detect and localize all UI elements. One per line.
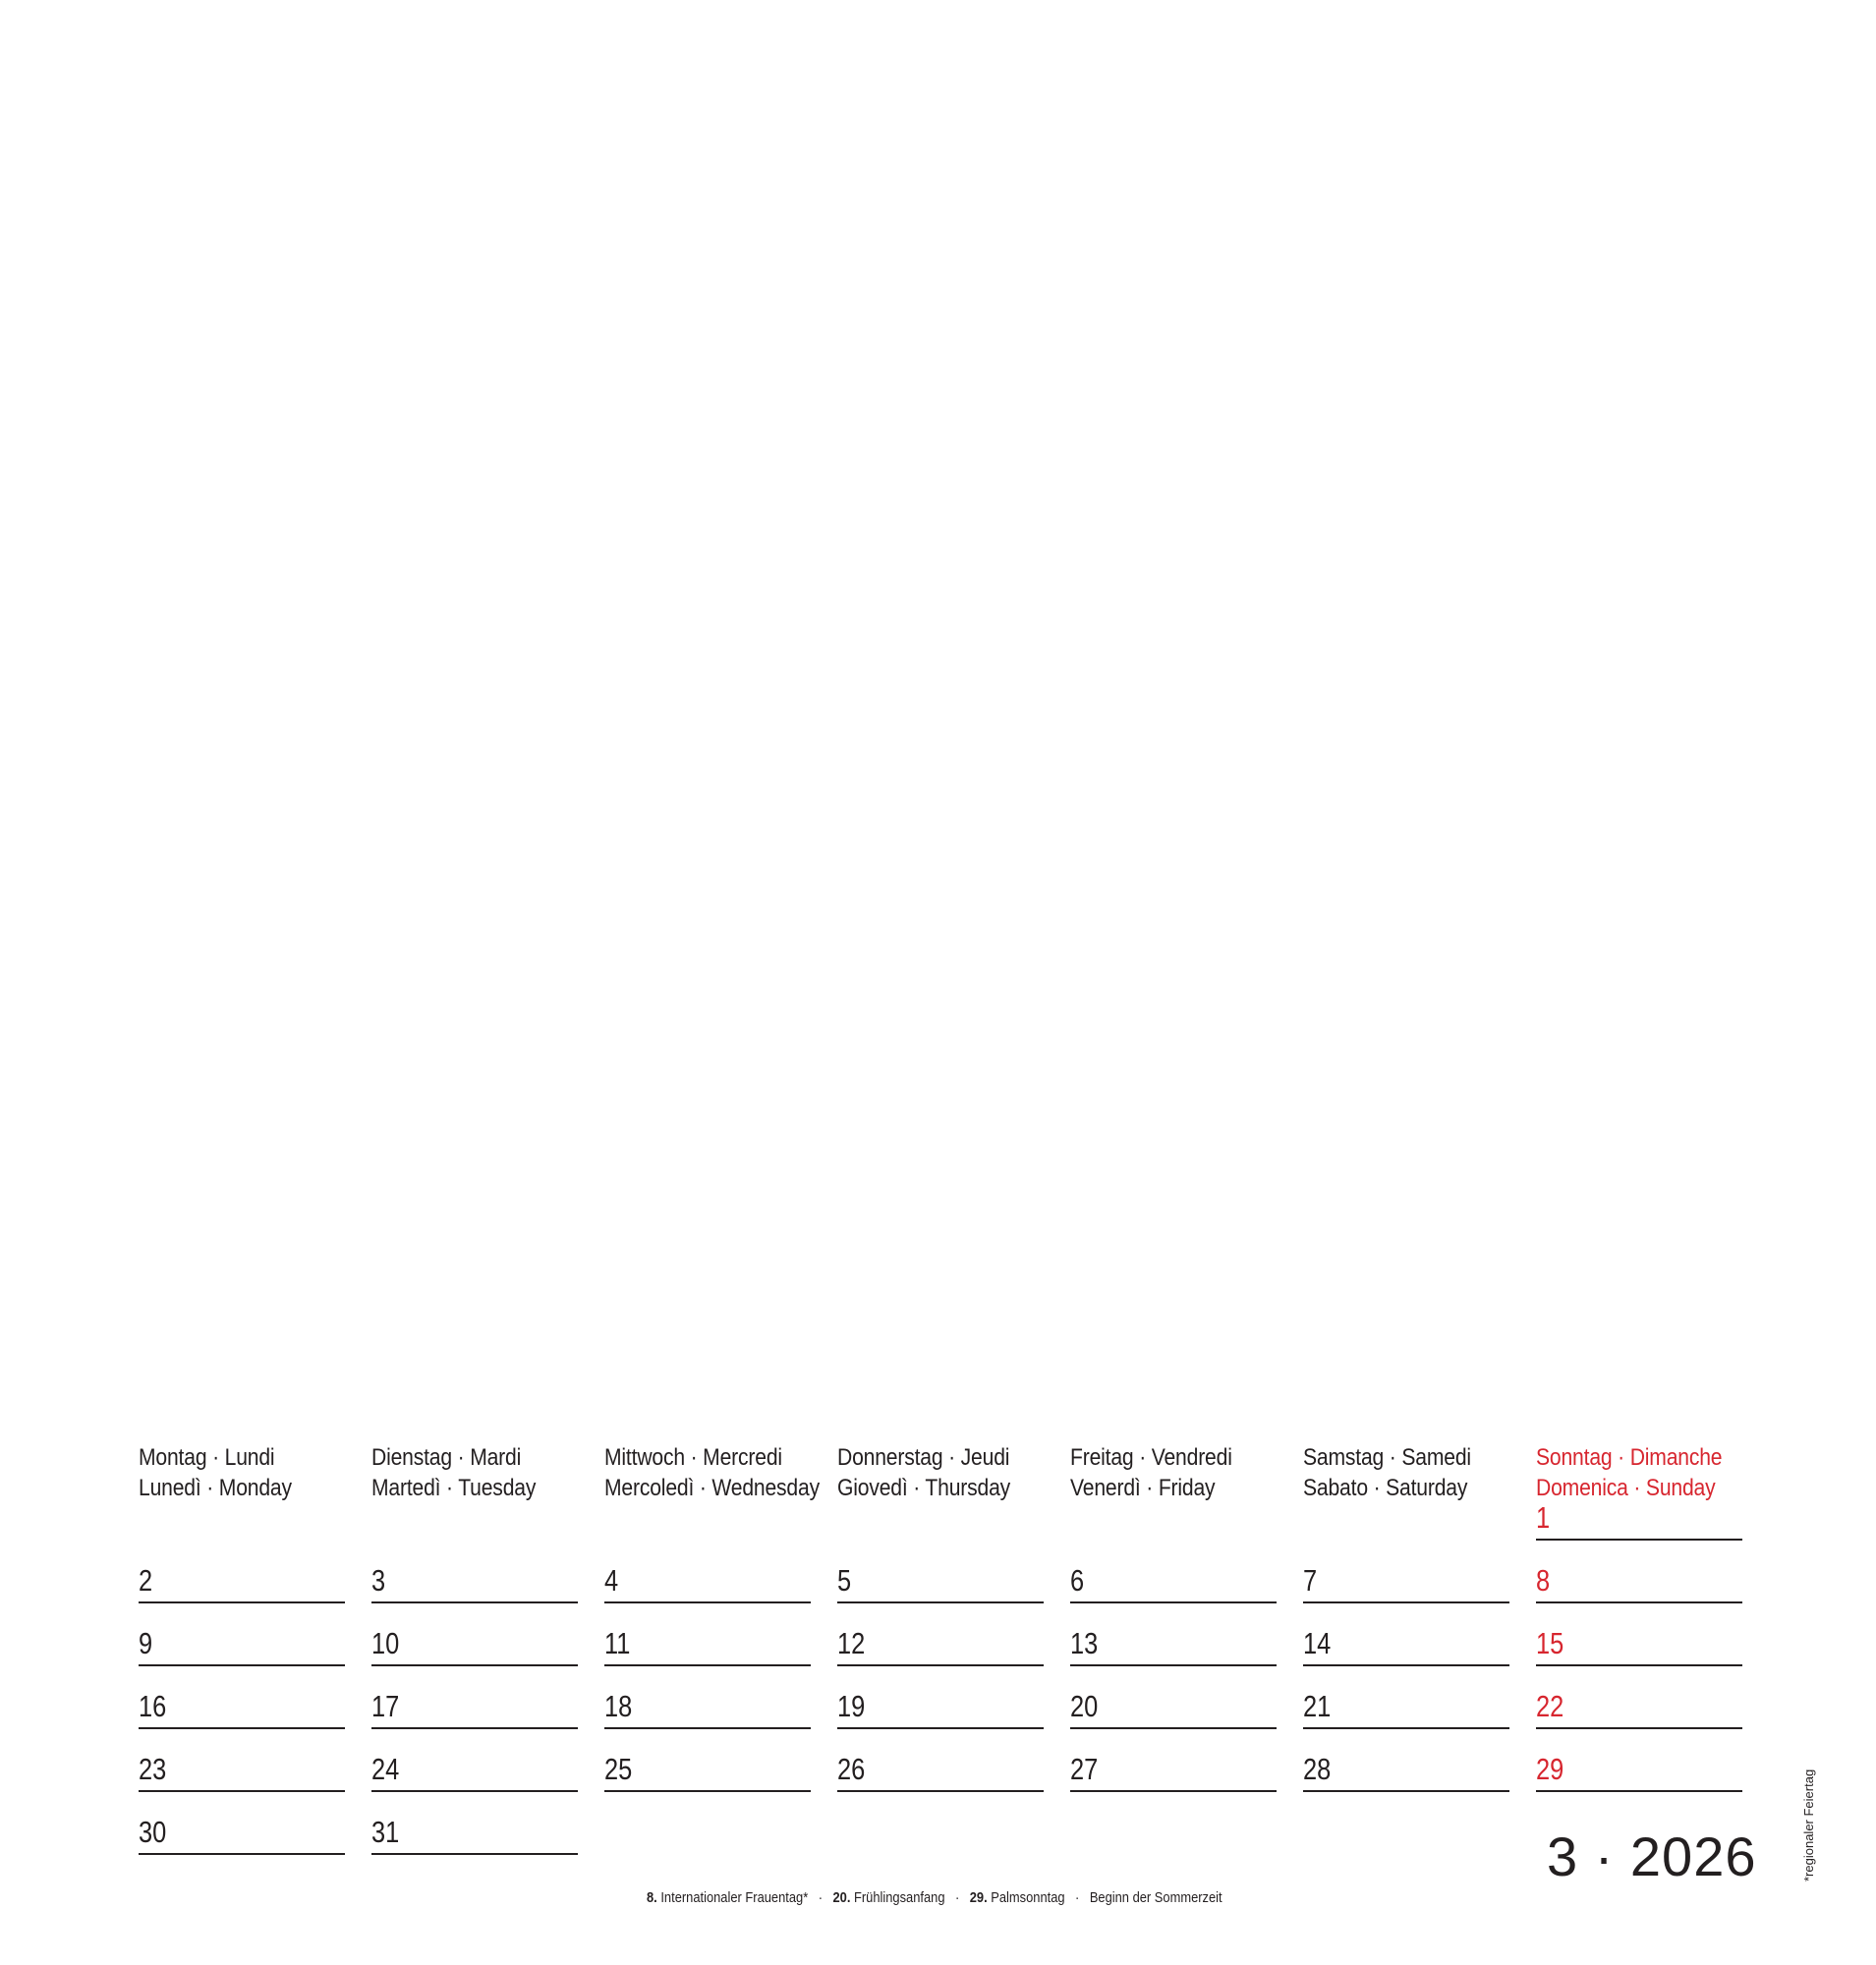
day-number: 15: [1536, 1626, 1564, 1660]
weekday-header: [139, 1442, 345, 1505]
weekday-header-line2: Lunedì · Monday: [139, 1475, 292, 1501]
weekday-column-friday: [1070, 1442, 1277, 1786]
day-number: 11: [604, 1626, 631, 1660]
day-number: 16: [139, 1689, 167, 1723]
weekday-header: [604, 1442, 820, 1505]
weekday-header-line2: Martedì · Tuesday: [371, 1475, 537, 1501]
day-cell: [371, 1552, 578, 1603]
day-cell: [837, 1615, 1044, 1666]
day-number: 31: [371, 1815, 400, 1849]
footnote-separator: ·: [954, 1889, 960, 1906]
footnote-day: 20.: [832, 1889, 851, 1906]
day-cell: [837, 1741, 1044, 1792]
day-number: 21: [1303, 1689, 1332, 1723]
weekday-header-line1: Sonntag · Dimanche: [1536, 1444, 1723, 1471]
day-cell: [1536, 1678, 1742, 1729]
day-cell: [139, 1615, 345, 1666]
day-cell: [837, 1678, 1044, 1729]
day-number: 6: [1070, 1563, 1085, 1598]
footnote-separator: ·: [818, 1889, 824, 1906]
weekday-header-line1: Montag · Lundi: [139, 1444, 275, 1471]
day-cell: [1070, 1678, 1277, 1729]
day-cell: [604, 1741, 811, 1792]
weekday-column-monday: [139, 1442, 345, 1849]
day-number: 25: [604, 1752, 633, 1786]
footnote-text: Beginn der Sommerzeit: [1089, 1889, 1222, 1906]
weekday-column-sunday: [1536, 1442, 1742, 1786]
day-cell: [1536, 1552, 1742, 1603]
footnote-separator: ·: [1075, 1889, 1080, 1906]
day-cell: [371, 1678, 578, 1729]
day-cell: [1303, 1552, 1509, 1603]
day-cell: [1070, 1615, 1277, 1666]
weekday-header-line1: Samstag · Samedi: [1303, 1444, 1471, 1471]
day-cell: [371, 1615, 578, 1666]
day-cell: [837, 1552, 1044, 1603]
day-number: 22: [1536, 1689, 1564, 1723]
weekday-column-thursday: [837, 1442, 1044, 1786]
day-number: 8: [1536, 1563, 1551, 1598]
day-number: 24: [371, 1752, 400, 1786]
weekday-header: [1303, 1442, 1509, 1505]
regional-holiday-note: *regionaler Feiertag: [1801, 1768, 1816, 1881]
day-cell: [139, 1678, 345, 1729]
day-number: 27: [1070, 1752, 1099, 1786]
day-number: 1: [1536, 1500, 1551, 1535]
weekday-column-wednesday: [604, 1442, 820, 1786]
day-cell: [1303, 1741, 1509, 1792]
day-cell: [1303, 1678, 1509, 1729]
month-year-label: 3 · 2026: [1547, 1825, 1757, 1887]
day-cell: [371, 1804, 578, 1855]
day-cell: [139, 1741, 345, 1792]
weekday-column-tuesday: [371, 1442, 578, 1849]
day-cell: [139, 1804, 345, 1855]
weekday-header-line2: Domenica · Sunday: [1536, 1475, 1716, 1501]
day-number: 28: [1303, 1752, 1332, 1786]
day-cell: [1536, 1489, 1742, 1541]
weekday-header-line1: Freitag · Vendredi: [1070, 1444, 1232, 1471]
day-cell: [139, 1552, 345, 1603]
weekday-header-line2: Giovedì · Thursday: [837, 1475, 1011, 1501]
weekday-header: [837, 1442, 1044, 1505]
day-number: 3: [371, 1563, 386, 1598]
day-number: 20: [1070, 1689, 1099, 1723]
weekday-header-line1: Dienstag · Mardi: [371, 1444, 522, 1471]
day-number: 26: [837, 1752, 866, 1786]
day-number: 10: [371, 1626, 400, 1660]
weekday-column-saturday: [1303, 1442, 1509, 1786]
day-number: 12: [837, 1626, 866, 1660]
weekday-header: [1070, 1442, 1277, 1505]
day-number: 17: [371, 1689, 400, 1723]
day-cell: [1070, 1552, 1277, 1603]
day-number: 30: [139, 1815, 167, 1849]
footnote-text: Internationaler Frauentag*: [660, 1889, 809, 1906]
footnote-day: 8.: [647, 1889, 657, 1906]
day-number: 23: [139, 1752, 167, 1786]
footnote-text: Palmsonntag: [991, 1889, 1065, 1906]
day-number: 19: [837, 1689, 866, 1723]
day-cell: [604, 1552, 811, 1603]
day-number: 14: [1303, 1626, 1332, 1660]
day-cell: [1070, 1741, 1277, 1792]
weekday-header: [371, 1442, 578, 1505]
day-cell: [371, 1741, 578, 1792]
weekday-header-line1: Mittwoch · Mercredi: [604, 1444, 782, 1471]
footnote-text: Frühlingsanfang: [853, 1889, 945, 1906]
day-number: 13: [1070, 1626, 1099, 1660]
holiday-footnotes: [647, 1888, 1222, 1908]
weekday-header-line2: Sabato · Saturday: [1303, 1475, 1468, 1501]
day-cell: [604, 1678, 811, 1729]
day-number: 18: [604, 1689, 633, 1723]
weekday-header-line2: Venerdì · Friday: [1070, 1475, 1216, 1501]
day-number: 5: [837, 1563, 852, 1598]
day-number: 7: [1303, 1563, 1318, 1598]
day-cell: [1536, 1615, 1742, 1666]
day-number: 4: [604, 1563, 619, 1598]
weekday-header-line1: Donnerstag · Jeudi: [837, 1444, 1010, 1471]
day-number: 2: [139, 1563, 153, 1598]
day-cell: [1536, 1741, 1742, 1792]
weekday-header-line2: Mercoledì · Wednesday: [604, 1475, 820, 1501]
day-number: 9: [139, 1626, 153, 1660]
day-cell: [1303, 1615, 1509, 1666]
footnote-day: 29.: [969, 1889, 988, 1906]
day-cell: [604, 1615, 811, 1666]
day-number: 29: [1536, 1752, 1564, 1786]
